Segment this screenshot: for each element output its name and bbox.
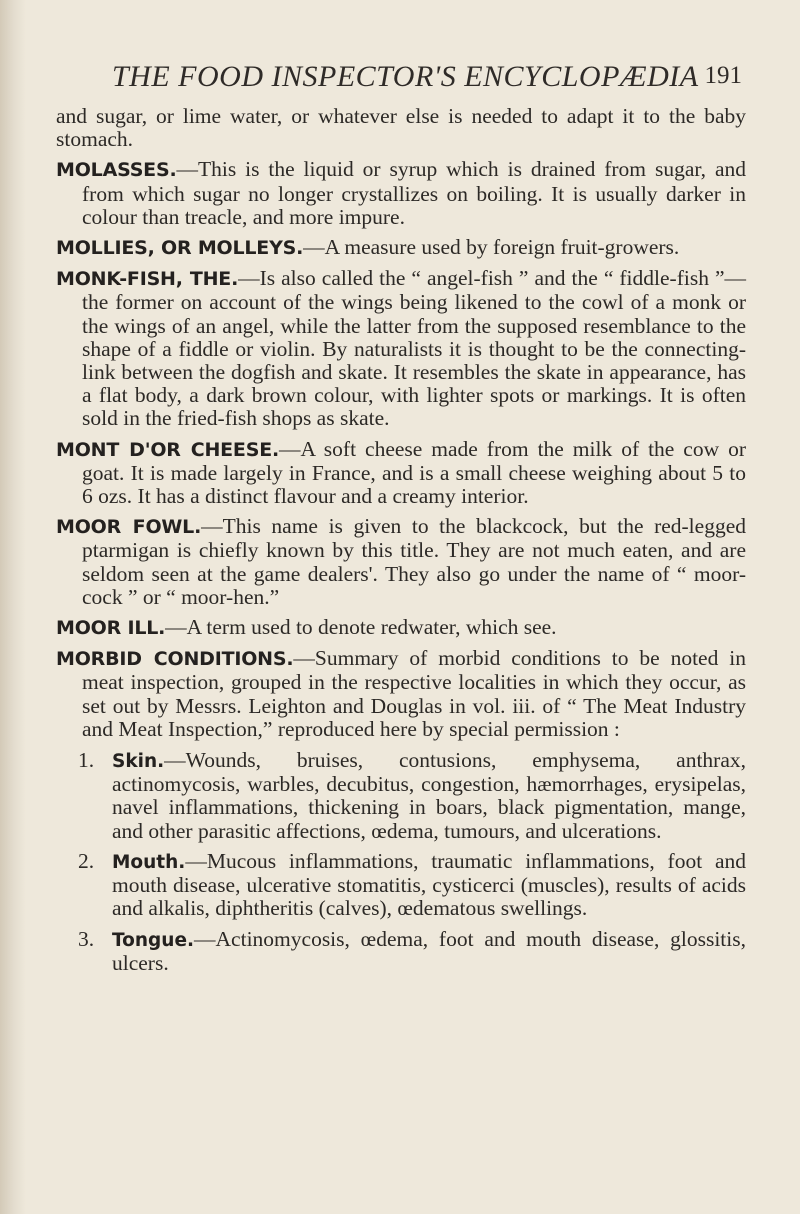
list-item-number: 2. bbox=[78, 848, 95, 873]
entry-headword: MOLLIES, OR MOLLEYS. bbox=[56, 237, 304, 260]
running-head: THE FOOD INSPECTOR'S ENCYCLOPÆDIA bbox=[112, 60, 699, 93]
page-body bbox=[56, 105, 746, 982]
list-item-label: Tongue. bbox=[112, 929, 195, 951]
entry-morbid-conditions bbox=[56, 647, 746, 741]
list-item-label: Skin. bbox=[112, 751, 165, 773]
list-item-text: —Mucous inflammations, traumatic inflammations, foot and mouth disease, ulcerative stomatitis, cysticerci (muscles), results of acids and alkalis, diphtheritis (calves), œdematous swellings. bbox=[112, 848, 746, 921]
list-item-number: 3. bbox=[78, 926, 95, 951]
list-item-label: Mouth. bbox=[112, 851, 186, 873]
entry-mollies bbox=[56, 236, 746, 260]
morbid-conditions-list bbox=[56, 749, 746, 975]
entry-text: —A term used to denote redwater, which see. bbox=[165, 615, 557, 640]
entry-text: —Is also called the “ angel-fish ” and the “ fiddle-fish ”—the former on account of the wings being likened to the cowl of a monk or the wings of an angel, while the latter from the supposed resemblance to the shape of a fiddle or violin. By naturalists it is thought to be the connecting-link between the dogfish and skate. It resembles the skate in appearance, has a flat body, a dark brown colour, with lighter spots or markings. It is often sold in the fried-fish shops as skate. bbox=[82, 266, 746, 431]
entry-headword: MOOR ILL. bbox=[56, 617, 166, 640]
entry-moor-ill bbox=[56, 616, 746, 640]
list-item bbox=[56, 749, 746, 843]
entry-mont-dor-cheese bbox=[56, 438, 746, 509]
entry-text: —Summary of morbid conditions to be noted in meat inspection, grouped in the respective localities in which they occur, as set out by Messrs. Leighton and Douglas in vol. iii. of “ The Meat Industry and Meat Inspection,” reproduced here by special permission : bbox=[82, 646, 746, 741]
page-header bbox=[112, 60, 742, 100]
list-item-number: 1. bbox=[78, 748, 95, 773]
entry-headword: MORBID CONDITIONS. bbox=[56, 648, 294, 671]
entry-moor-fowl bbox=[56, 515, 746, 609]
page-number: 191 bbox=[704, 62, 742, 89]
entry-molasses bbox=[56, 158, 746, 229]
entry-text: —A soft cheese made from the milk of the cow or goat. It is made largely in France, and is a small cheese weighing about 5 to 6 ozs. It has a distinct flavour and a creamy interior. bbox=[82, 436, 746, 509]
entry-text: —This name is given to the blackcock, but the red-legged ptarmigan is chiefly known by this title. They are not much eaten, and are seldom seen at the game dealers'. They also go under the name of “ moor-cock ” or “ moor-hen.” bbox=[82, 514, 746, 609]
list-item-text: —Actinomycosis, œdema, foot and mouth disease, glossitis, ulcers. bbox=[112, 926, 746, 975]
list-item bbox=[56, 850, 746, 921]
list-item bbox=[56, 928, 746, 975]
entry-headword: MONK-FISH, THE. bbox=[56, 268, 239, 291]
entry-headword: MOOR FOWL. bbox=[56, 516, 202, 539]
entry-text: —This is the liquid or syrup which is drained from sugar, and from which sugar no longer crystallizes on boiling. It is usually darker in colour than treacle, and more impure. bbox=[82, 157, 746, 229]
entry-text: and sugar, or lime water, or whatever else is needed to adapt it to the baby stomach. bbox=[56, 104, 746, 152]
entry-continuation bbox=[56, 105, 746, 151]
page-gutter-shadow bbox=[0, 0, 26, 1214]
entry-monk-fish bbox=[56, 267, 746, 430]
entry-headword: MOLASSES. bbox=[56, 159, 177, 182]
entry-headword: MONT D'OR CHEESE. bbox=[56, 438, 279, 461]
entry-text: —A measure used by foreign fruit-growers. bbox=[303, 235, 680, 260]
list-item-text: —Wounds, bruises, contusions, emphysema, anthrax, actinomycosis, warbles, decubitus, congestion, hæmorrhages, erysipelas, navel inflammations, thickening in boars, black pigmentation, mange, and other parasitic affections, œdema, tumours, and ulcerations. bbox=[112, 748, 746, 843]
